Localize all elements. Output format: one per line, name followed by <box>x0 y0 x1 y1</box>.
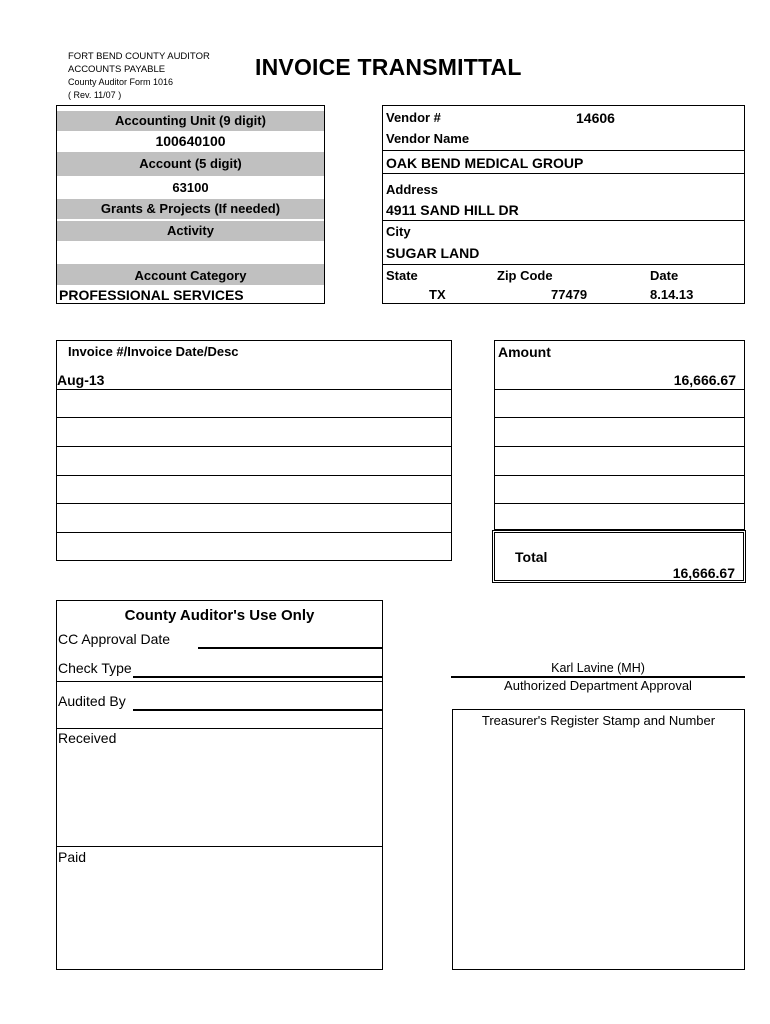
audited-by-field[interactable] <box>133 709 383 711</box>
audited-by-label: Audited By <box>58 693 126 709</box>
header-line-3: County Auditor Form 1016 <box>68 77 174 87</box>
city-value[interactable]: SUGAR LAND <box>386 245 480 261</box>
check-type-field[interactable] <box>133 676 383 678</box>
activity-label: Activity <box>57 221 324 241</box>
auditor-use-box <box>56 600 383 970</box>
account-category-value[interactable]: PROFESSIONAL SERVICES <box>59 287 244 303</box>
total-box <box>492 530 746 583</box>
total-value: 16,666.67 <box>672 565 735 581</box>
auditor-box-title: County Auditor's Use Only <box>124 607 315 624</box>
invoice-description-table <box>56 340 452 561</box>
address-label: Address <box>386 182 439 197</box>
treasurer-stamp-box[interactable] <box>452 709 745 970</box>
amount-table <box>494 340 745 530</box>
vendor-name-label: Vendor Name <box>386 131 470 146</box>
header-line-4: ( Rev. 11/07 ) <box>68 90 122 100</box>
check-type-label: Check Type <box>58 660 132 676</box>
accounting-unit-label: Accounting Unit (9 digit) <box>57 111 324 131</box>
account-label: Account (5 digit) <box>57 152 324 176</box>
zip-label: Zip Code <box>497 268 553 283</box>
header-line-2: ACCOUNTS PAYABLE <box>68 64 166 75</box>
paid-label: Paid <box>58 849 87 865</box>
total-label: Total <box>515 549 548 565</box>
date-value[interactable]: 8.14.13 <box>650 287 694 302</box>
vendor-name-value[interactable]: OAK BEND MEDICAL GROUP <box>386 155 584 171</box>
zip-value[interactable]: 77479 <box>551 287 588 302</box>
amount-row-1[interactable]: 16,666.67 <box>673 372 736 388</box>
treasurer-label: Treasurer's Register Stamp and Number <box>481 713 716 728</box>
grants-projects-label: Grants & Projects (If needed) <box>57 199 324 219</box>
account-box <box>56 105 325 304</box>
address-value[interactable]: 4911 SAND HILL DR <box>386 202 519 218</box>
header-line-1: FORT BEND COUNTY AUDITOR <box>68 51 210 62</box>
activity-field[interactable] <box>57 241 324 264</box>
account-value[interactable]: 63100 <box>172 180 209 195</box>
account-category-label: Account Category <box>57 264 324 285</box>
invoice-desc-header: Invoice #/Invoice Date/Desc <box>68 344 239 359</box>
invoice-desc-row-1[interactable]: Aug-13 <box>57 372 105 388</box>
amount-header: Amount <box>498 344 551 360</box>
vendor-box <box>382 105 745 304</box>
received-label: Received <box>58 730 117 746</box>
cc-approval-field[interactable] <box>198 647 383 649</box>
state-value[interactable]: TX <box>429 287 446 302</box>
page-title: INVOICE TRANSMITTAL <box>255 54 522 80</box>
city-label: City <box>386 224 411 239</box>
cc-approval-label: CC Approval Date <box>58 631 171 647</box>
state-label: State <box>386 268 418 283</box>
date-label: Date <box>650 268 679 283</box>
vendor-number-value[interactable]: 14606 <box>576 110 615 126</box>
approval-label: Authorized Department Approval <box>504 678 692 693</box>
vendor-number-label: Vendor # <box>386 110 441 125</box>
accounting-unit-value[interactable]: 100640100 <box>155 133 226 149</box>
form-header <box>68 50 210 102</box>
approver-name: Karl Lavine (MH) <box>551 661 645 675</box>
